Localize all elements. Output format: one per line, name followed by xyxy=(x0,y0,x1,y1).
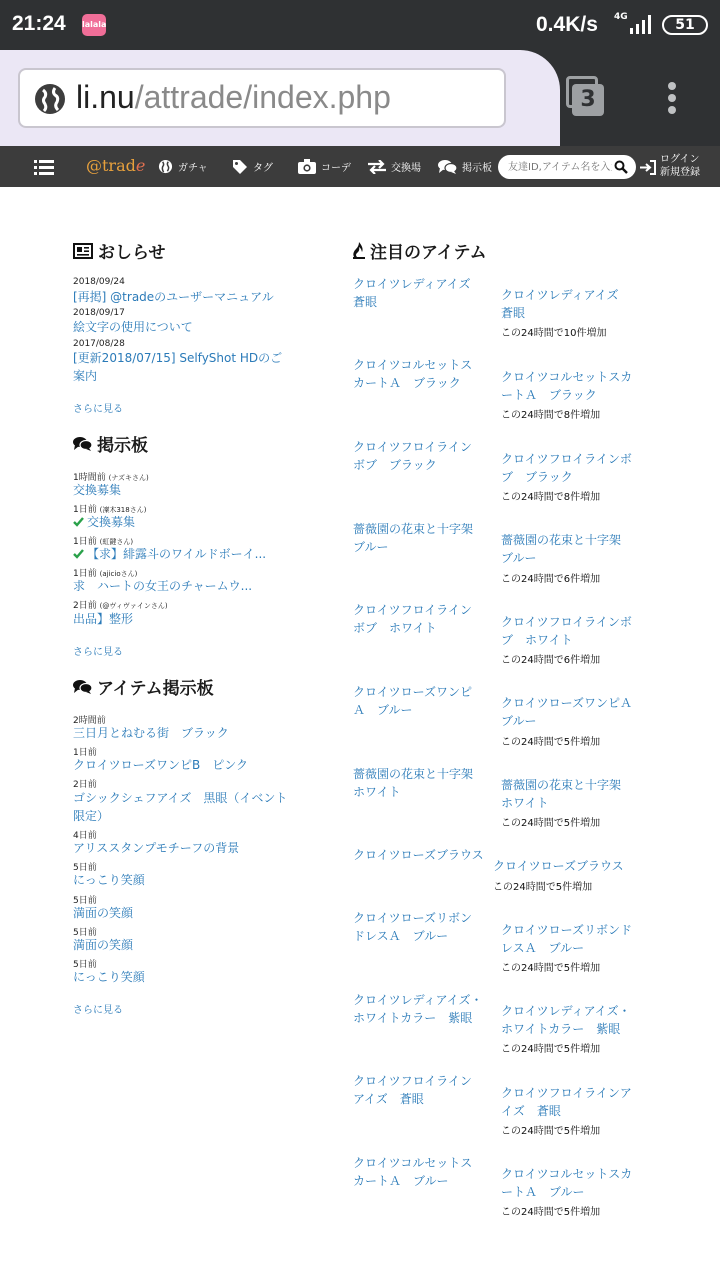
board-link[interactable]: 交換募集 xyxy=(73,513,135,531)
featured-item-link[interactable]: クロイツフロイラインボブ ホワイト xyxy=(501,615,632,647)
item-board-time: 2日前 xyxy=(73,780,97,790)
featured-item-link[interactable]: クロイツレディアイズ・ホワイトカラー 紫眼 xyxy=(501,1004,631,1036)
board-more-link[interactable]: さらに見る xyxy=(73,647,123,658)
board-meta: 1日前 (虹鍵さん) xyxy=(73,537,134,547)
featured-item-link[interactable]: クロイツローズブラウス xyxy=(493,859,624,873)
camera-icon xyxy=(298,159,316,174)
status-bar xyxy=(0,0,720,50)
featured-item-image-link[interactable]: クロイツフロイラインアイズ 蒼眼 xyxy=(353,1074,472,1106)
item-board-link[interactable]: アリススタンプモチーフの背景 xyxy=(73,841,240,855)
news-link[interactable]: [更新2018/07/15] SelfyShot HDのご案内 xyxy=(73,351,283,383)
news-date: 2017/08/28 xyxy=(73,339,125,349)
main-content xyxy=(0,187,720,1280)
featured-item-link[interactable]: クロイツコルセットスカートＡ ブルー xyxy=(501,1167,633,1199)
search-box xyxy=(498,155,636,179)
item-board-time: 5日前 xyxy=(73,928,97,938)
featured-item-image-link[interactable]: クロイツレディアイズ・ホワイトカラー 紫眼 xyxy=(353,993,483,1025)
featured-item-image-link[interactable]: クロイツコルセットスカートＡ ブラック xyxy=(353,358,473,390)
nav-gacha[interactable] xyxy=(158,146,208,187)
menu-icon[interactable] xyxy=(664,82,680,116)
board-heading xyxy=(73,431,148,456)
featured-item-count: この24時間で5件増加 xyxy=(493,882,593,893)
browser-toolbar xyxy=(0,50,720,146)
status-time: 21:24 xyxy=(12,12,66,35)
featured-item-link[interactable]: クロイツフロイラインボブ ブラック xyxy=(501,452,632,484)
search-input[interactable] xyxy=(508,158,612,176)
featured-item-count: この24時間で5件増加 xyxy=(501,963,601,974)
featured-item-image-link[interactable]: 薔薇園の花束と十字架 ホワイト xyxy=(353,767,486,799)
item-board-link[interactable]: にっこり笑顔 xyxy=(73,873,145,887)
item-board-link[interactable]: 三日月とねむる街 ブラック xyxy=(73,726,229,740)
featured-item-count: この24時間で5件増加 xyxy=(501,737,601,748)
site-logo[interactable]: @trade xyxy=(86,156,146,175)
featured-item-image-link[interactable]: クロイツローズブラウス xyxy=(353,848,484,862)
login-label[interactable]: ログイン xyxy=(660,154,700,165)
address-bar[interactable] xyxy=(18,68,506,128)
item-board-link[interactable]: クロイツローズワンピB ピンク xyxy=(73,758,249,772)
url-tab xyxy=(0,50,560,146)
featured-item-count: この24時間で8件増加 xyxy=(501,492,601,503)
board-meta: 1時間前 (ナズキさん) xyxy=(73,473,149,483)
nav-tag-label: タグ xyxy=(253,163,273,174)
featured-item-count: この24時間で6件増加 xyxy=(501,574,601,585)
item-board-title: アイテム掲示板 xyxy=(97,679,214,699)
newspaper-icon xyxy=(73,243,93,259)
featured-heading xyxy=(353,238,487,263)
item-board-time: 5日前 xyxy=(73,863,97,873)
chat-icon xyxy=(73,679,92,694)
board-meta: 1日前 (ajicioさん) xyxy=(73,569,138,579)
login-link[interactable] xyxy=(640,153,718,183)
check-icon xyxy=(73,549,84,559)
item-board-time: 4日前 xyxy=(73,831,97,841)
featured-item-image-link[interactable]: クロイツローズリボンドレスＡ ブルー xyxy=(353,911,473,943)
tab-switcher-button[interactable]: 3 xyxy=(566,76,606,116)
nav-exchange[interactable] xyxy=(368,146,421,187)
board-title: 掲示板 xyxy=(97,436,148,456)
nav-coordinate[interactable] xyxy=(298,146,351,187)
featured-item-link[interactable]: 薔薇園の花束と十字架 ブルー xyxy=(501,533,634,565)
featured-item-link[interactable]: クロイツローズリボンドレスＡ ブルー xyxy=(501,923,633,955)
item-board-time: 5日前 xyxy=(73,960,97,970)
tag-icon xyxy=(232,159,248,174)
item-board-heading xyxy=(73,674,214,699)
site-nav xyxy=(0,146,720,187)
featured-title: 注目のアイテム xyxy=(370,243,487,263)
network-type: 4G xyxy=(614,12,628,22)
item-board-link[interactable]: 満面の笑顔 xyxy=(73,938,134,952)
nav-board[interactable] xyxy=(438,146,492,187)
url-text: li.nu/attrade/index.php xyxy=(76,79,391,115)
featured-item-link[interactable]: クロイツコルセットスカートＡ ブラック xyxy=(501,370,633,402)
globe-icon xyxy=(158,159,173,174)
news-date: 2018/09/24 xyxy=(73,277,125,287)
battery-icon: 51 xyxy=(662,15,708,35)
news-link[interactable]: 絵文字の使用について xyxy=(73,320,193,334)
featured-item-link[interactable]: クロイツフロイラインアイズ 蒼眼 xyxy=(501,1086,632,1118)
item-board-time: 5日前 xyxy=(73,896,97,906)
featured-item-image-link[interactable]: クロイツコルセットスカートＡ ブルー xyxy=(353,1156,473,1188)
nav-exchange-label: 交換場 xyxy=(391,163,421,174)
chat-icon xyxy=(438,159,457,174)
featured-item-link[interactable]: 薔薇園の花束と十字架 ホワイト xyxy=(501,778,634,810)
featured-item-image-link[interactable]: クロイツレディアイズ 蒼眼 xyxy=(353,277,483,309)
hamburger-icon[interactable] xyxy=(34,146,54,187)
featured-item-count: この24時間で5件増加 xyxy=(501,1126,601,1137)
chat-icon xyxy=(73,436,92,451)
nav-coordinate-label: コーデ xyxy=(321,163,351,174)
exchange-icon xyxy=(368,160,386,174)
login-icon xyxy=(640,160,656,175)
item-board-more-link[interactable]: さらに見る xyxy=(73,1005,123,1016)
search-icon[interactable] xyxy=(614,160,628,174)
news-link[interactable]: [再掲] @tradeのユーザーマニュアル xyxy=(73,290,274,304)
app-notification-icon: lalala xyxy=(82,14,106,36)
featured-item-count: この24時間で5件増加 xyxy=(501,1044,601,1055)
check-icon xyxy=(73,517,84,527)
board-meta: 1日前 (凜木318さん) xyxy=(73,505,147,515)
featured-item-count: この24時間で8件増加 xyxy=(501,410,601,421)
board-link[interactable]: 出品】整形 xyxy=(73,612,134,626)
featured-item-link[interactable]: クロイツローズワンピＡ ブルー xyxy=(501,696,645,728)
register-label[interactable]: 新規登録 xyxy=(660,167,700,178)
board-meta: 2日前 (@ヴィヴァインさん) xyxy=(73,601,168,611)
nav-gacha-label: ガチャ xyxy=(178,163,208,174)
featured-item-image-link[interactable]: クロイツローズワンピＡ ブルー xyxy=(353,685,473,717)
nav-board-label: 掲示板 xyxy=(462,163,492,174)
news-heading xyxy=(73,238,166,263)
item-board-time: 1日前 xyxy=(73,748,97,758)
board-link[interactable]: 求 ハートの女王のチャームウ... xyxy=(73,579,253,593)
featured-item-image-link[interactable]: クロイツフロイラインボブ ブラック xyxy=(353,440,472,472)
featured-item-image-link[interactable]: クロイツフロイラインボブ ホワイト xyxy=(353,603,472,635)
featured-item-image-link[interactable]: 薔薇園の花束と十字架 ブルー xyxy=(353,522,486,554)
featured-item-count: この24時間で5件増加 xyxy=(501,1207,601,1218)
news-title: おしらせ xyxy=(98,243,166,263)
featured-item-count: この24時間で5件増加 xyxy=(501,818,601,829)
featured-item-count: この24時間で6件増加 xyxy=(501,655,601,666)
item-board-link[interactable]: 満面の笑顔 xyxy=(73,906,134,920)
fire-icon xyxy=(353,242,365,259)
network-speed: 0.4K/s xyxy=(536,13,598,36)
item-board-link[interactable]: ゴシックシェフアイズ 黒眼（イベント限定） xyxy=(73,791,288,823)
featured-item-link[interactable]: クロイツレディアイズ 蒼眼 xyxy=(501,288,631,320)
board-link[interactable]: 交換募集 xyxy=(73,483,122,497)
featured-item-count: この24時間で10件増加 xyxy=(501,328,607,339)
item-board-time: 2時間前 xyxy=(73,716,106,726)
globe-icon xyxy=(34,83,66,115)
news-date: 2018/09/17 xyxy=(73,308,125,318)
item-board-link[interactable]: にっこり笑顔 xyxy=(73,970,145,984)
nav-tag[interactable] xyxy=(232,146,273,187)
signal-icon xyxy=(628,14,654,34)
news-more-link[interactable]: さらに見る xyxy=(73,404,123,415)
board-link[interactable]: 【求】緋露斗のワイルドボーイ... xyxy=(73,545,266,563)
